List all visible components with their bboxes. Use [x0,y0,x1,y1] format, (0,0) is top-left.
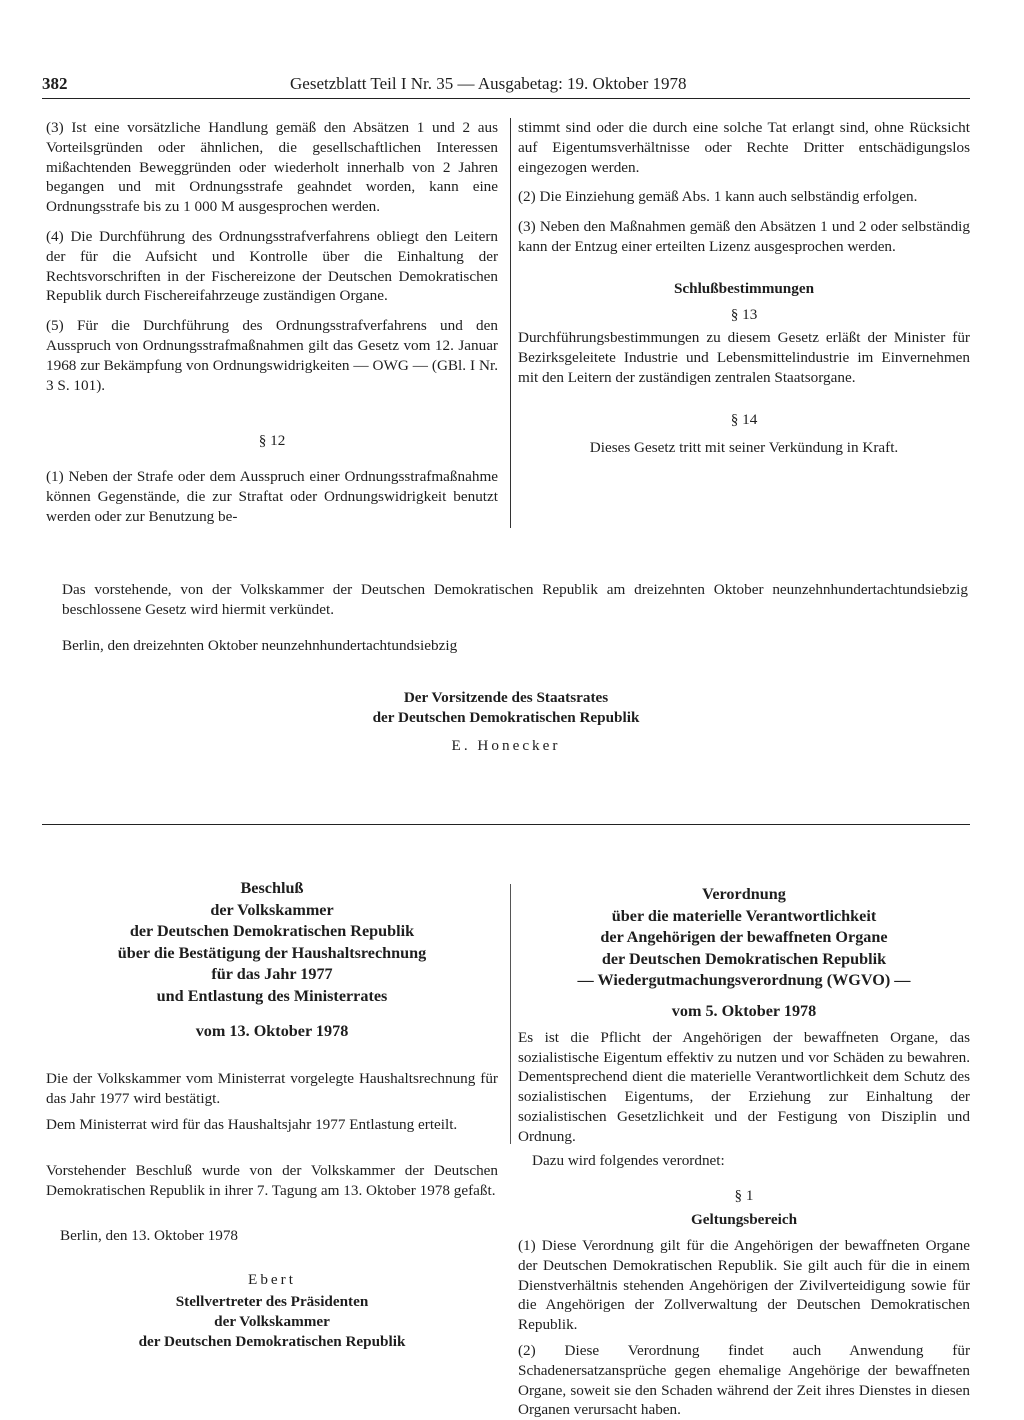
verordnung-date: vom 5. Oktober 1978 [671,1001,817,1020]
section-14-text: Dieses Gesetz tritt mit seiner Verkündung in Kraft. [589,438,899,456]
signatory-title-line-1: Der Vorsitzende des Staatsrates [403,689,609,706]
page-header-title: Gesetzblatt Teil I Nr. 35 — Ausgabetag: 19. Oktober 1978 [290,74,687,93]
top-right-column [518,118,970,457]
section-12-continuation: stimmt sind oder die durch eine solche Tat erlangt sind, ohne Rücksicht auf Eigentumsverhältnisse oder Rechte Dritter entschädigungslos eingezogen werden. [518,119,970,176]
paragraph-5: (5) Für die Durchführung des Ordnungsstrafverfahrens und den Ausspruch von Ordnungsstrafmaßnahmen gilt das Gesetz vom 12. Januar 1968 zur Bekämpfung von Ordnungswidrigkeiten — OWG — (GBl. I Nr. 3 S. 101). [46,317,498,394]
verordnung-section-1-paragraph-2: (2) Diese Verordnung findet auch Anwendung für Schadenersatzansprüche gegen ehemalige Angehörige der bewaffneten Organe, soweit sie den Schaden während der Zeit ihres Dienstes in diesen Organen verursacht haben. [518,1341,970,1419]
promulgation-text: Das vorstehende, von der Volkskammer der Deutschen Demokratischen Republik am dreizehnten Oktober neunzehnhundertachtundsiebzig beschlossene Gesetz wird hiermit verkündet. [62,581,968,618]
final-provisions-heading: Schlußbestimmungen [673,279,815,297]
beschluss-signatory-line: Stellvertreter des Präsidenten [175,1292,369,1310]
column-divider [510,118,511,528]
beschluss-title-line: über die Bestätigung der Haushaltsrechnung [117,943,427,962]
promulgation-place-date: Berlin, den dreizehnten Oktober neunzehnhundertachtundsiebzig [62,637,458,654]
section-14-heading: § 14 [730,410,758,428]
verordnung-title-line: der Deutschen Demokratischen Republik [601,949,887,968]
verordnung-title-line: der Angehörigen der bewaffneten Organe [600,928,888,947]
beschluss-signatory-line: der Deutschen Demokratischen Republik [138,1332,406,1350]
beschluss-title-line: der Volkskammer [210,900,334,919]
section-13-heading: § 13 [730,305,758,323]
verordnung-section-1-heading: § 1 [734,1187,754,1205]
beschluss-title [46,878,498,1008]
section-13-text: Durchführungsbestimmungen zu diesem Gesetz erläßt der Minister für Bezirksgeleitete Industrie und Lebensmittelindustrie im Einvernehmen mit den Leitern der zuständigen zentralen Staatsorgane. [518,329,970,386]
verordnung-title-line: Verordnung [702,885,786,903]
beschluss-title-line: Beschluß [240,879,304,897]
beschluss-date: vom 13. Oktober 1978 [195,1021,349,1040]
verordnung-preamble: Es ist die Pflicht der Angehörigen der bewaffneten Organe, das sozialistische Eigentum effektiv zu nutzen und vor Schäden zu bewahren. Dementsprechend dient die materielle Verantwortlichkeit dem Schutz des sozialistischen Eigentums, der Erziehung zur Einhaltung der sozialistischen Gesetzlichkeit und der Festigung von Disziplin und Ordnung. [518,1028,970,1145]
verordnung-enacting-clause: Dazu wird folgendes verordnet: [532,1151,725,1169]
section-separator-rule [42,824,970,825]
verordnung-scope-heading: Geltungsbereich [690,1211,798,1229]
page-number: 382 [42,74,68,93]
beschluss-paragraph-2: Dem Ministerrat wird für das Haushaltsjahr 1977 Entlastung erteilt. [46,1115,458,1133]
signatory-title-line-2: der Deutschen Demokratischen Republik [372,709,640,726]
beschluss-place-date: Berlin, den 13. Oktober 1978 [60,1227,239,1245]
beschluss-title-line: der Deutschen Demokratischen Republik [129,922,415,941]
verordnung-title [518,884,970,992]
section-12-paragraph-3: (3) Neben den Maßnahmen gemäß den Absätzen 1 und 2 oder selbständig kann der Entzug einer erteilten Lizenz ausgesprochen werden. [518,218,970,255]
beschluss-paragraph-3: Vorstehender Beschluß wurde von der Volkskammer der Deutschen Demokratischen Republik in ihrer 7. Tagung am 13. Oktober 1978 gefaßt. [46,1161,498,1199]
paragraph-4: (4) Die Durchführung des Ordnungsstrafverfahrens obliegt den Leitern der für die Aufsicht und Kontrolle über die Einhaltung der Rechtsvorschriften in der Fischereizone der Deutschen Demokratischen Republik durch Fischereifahrzeuge zuständigen Organe. [46,227,498,305]
beschluss-column [46,878,498,1351]
verordnung-column [518,884,970,1420]
signatory-name: E. Honecker [451,737,561,754]
verordnung-title-line: über die materielle Verantwortlichkeit [611,906,877,925]
paragraph-3: (3) Ist eine vorsätzliche Handlung gemäß den Absätzen 1 und 2 aus Vorteilsgründen oder ähnlichen, die gesellschaftlichen Interessen mißachtenden Beweggründen oder wiederholt innerhalb von 2 Jahren begangen und mit Ordnungsstrafe geahndet worden, kann eine Ordnungsstrafe bis zu 1 000 M ausgesprochen werden. [46,119,498,216]
beschluss-title-line: für das Jahr 1977 [211,965,333,984]
beschluss-title-line: und Entlastung des Ministerrates [156,986,388,1005]
verordnung-section-1-paragraph-1: (1) Diese Verordnung gilt für die Angehörigen der bewaffneten Organe der Deutschen Demokratischen Republik. Sie gilt auch für die in einem Dienstverhältnis stehenden Angehörigen der Zivilverteidigung sowie für die Angehörigen der Zollverwaltung der Deutschen Demokratischen Republik. [518,1236,970,1334]
beschluss-paragraph-1: Die der Volkskammer vom Ministerrat vorgelegte Haushaltsrechnung für das Jahr 1977 wird bestätigt. [46,1070,498,1108]
section-12-paragraph-2: (2) Die Einziehung gemäß Abs. 1 kann auch selbständig erfolgen. [518,188,918,206]
beschluss-signatory-line: der Volkskammer [214,1312,330,1330]
beschluss-signatory-title [46,1292,498,1351]
lower-column-divider [510,884,511,1144]
beschluss-signatory-name: Ebert [248,1271,296,1289]
section-12-paragraph-1: (1) Neben der Strafe oder dem Ausspruch einer Ordnungsstrafmaßnahme können Gegenstände, die zur Straftat oder Ordnungswidrigkeit benutzt werden oder zur Benutzung be- [46,468,498,525]
section-12-heading: § 12 [258,432,286,450]
verordnung-title-line: — Wiedergutmachungsverordnung (WGVO) — [577,971,911,990]
top-left-column [46,118,498,527]
header-rule [42,98,970,99]
